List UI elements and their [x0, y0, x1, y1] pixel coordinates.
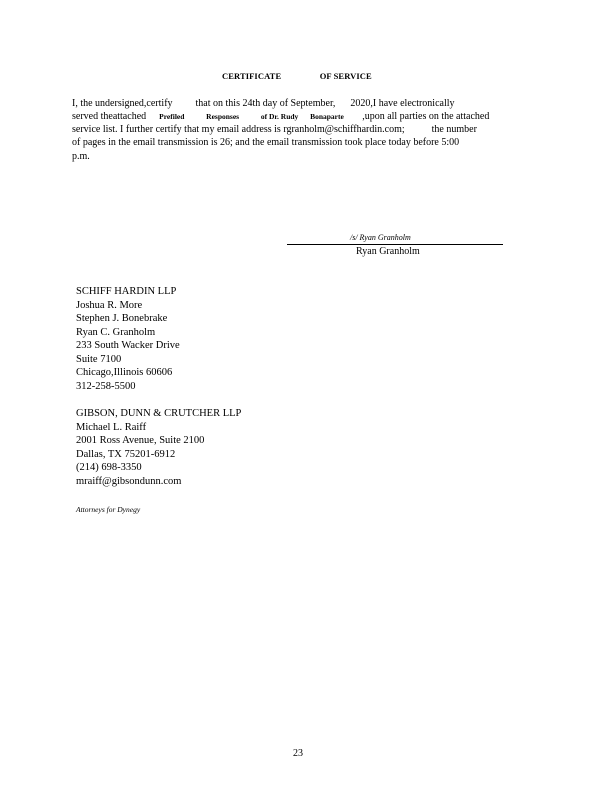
address-line: (214) 698-3350: [76, 462, 142, 473]
address-line: 233 South Wacker Drive: [76, 340, 180, 351]
document-title-word: of Dr. Rudy: [260, 112, 299, 121]
address-line: Stephen J. Bonebrake: [76, 313, 168, 324]
paragraph-text: p.m.: [72, 151, 90, 162]
address-line: Michael L. Raiff: [76, 421, 147, 433]
firm-address-block-gibson: [76, 407, 241, 488]
address-line: 2001 Ross Avenue, Suite 2100: [76, 435, 205, 446]
page-number: 23: [293, 748, 303, 759]
paragraph-text: served theattached: [72, 111, 147, 122]
paragraph-text: ,upon all parties on the attached: [362, 111, 490, 122]
attorneys-for-line: Attorneys for Dynegy: [76, 505, 141, 514]
electronic-signature: /s/ Ryan Granholm: [350, 233, 411, 242]
paragraph-line-3: [72, 124, 477, 135]
paragraph-line-5: [72, 151, 90, 162]
address-line: SCHIFF HARDIN LLP: [76, 286, 177, 297]
address-line: Dallas, TX 75201-6912: [76, 448, 176, 460]
paragraph-text: of pages in the email transmission is 26; and the email transmission took place today before 5:00: [72, 137, 460, 148]
address-line: Suite 7100: [76, 353, 122, 365]
address-line: Ryan C. Granholm: [76, 326, 156, 338]
document-title: [159, 112, 346, 121]
firm-address-block-schiff: [76, 285, 180, 393]
address-line: GIBSON, DUNN & CRUTCHER LLP: [76, 408, 242, 419]
paragraph-text: 2020,I have electronically: [350, 98, 455, 109]
certificate-title-part2: OF SERVICE: [319, 71, 372, 81]
certificate-title: [222, 71, 372, 81]
address-line: Chicago,Illinois 60606: [76, 367, 173, 378]
paragraph-text: that on this 24th day of September,: [195, 98, 336, 109]
address-line: Joshua R. More: [76, 299, 143, 311]
address-line: mraiff@gibsondunn.com: [76, 475, 182, 487]
document-title-word: Prefiled: [159, 112, 185, 121]
paragraph-text: the number: [431, 124, 477, 135]
paragraph-line-2: [72, 111, 489, 122]
certificate-title-part1: CERTIFICATE: [222, 71, 282, 81]
paragraph-text: I, the undersigned,certify: [72, 98, 173, 109]
address-line: 312-258-5500: [76, 380, 136, 392]
paragraph-text: service list. I further certify that my email address is rgranholm@schiffhardin.com;: [72, 124, 405, 135]
document-title-word: Bonaparte: [310, 112, 344, 121]
signer-name: Ryan Granholm: [356, 246, 420, 257]
paragraph-line-1: [72, 98, 455, 109]
document-title-word: Responses: [206, 112, 240, 121]
signature-line: [287, 244, 503, 245]
paragraph-line-4: [72, 137, 459, 148]
